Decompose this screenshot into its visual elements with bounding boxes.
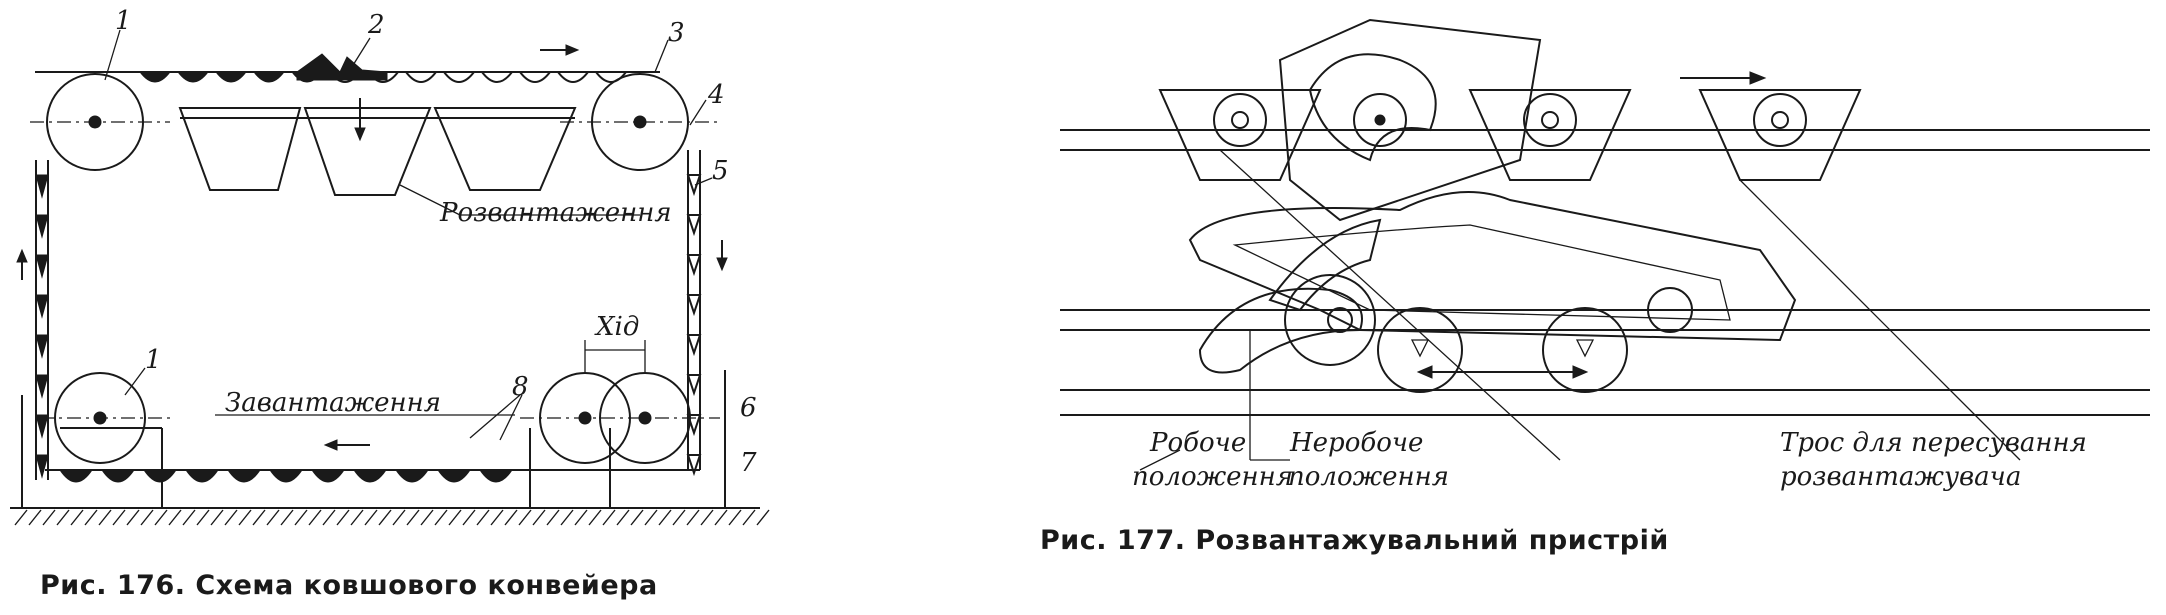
bucket <box>144 470 176 482</box>
ground-hatch <box>757 510 769 525</box>
bucket <box>178 72 208 82</box>
bucket <box>140 72 170 82</box>
ground-hatch <box>435 510 447 525</box>
bucket-conveyor-drawing <box>0 0 780 615</box>
bucket <box>688 295 700 313</box>
ground-hatch <box>309 510 321 525</box>
label-cable-1: Трос для пересування <box>1780 428 2087 458</box>
bucket <box>406 72 436 82</box>
bucket <box>396 470 428 482</box>
ground-hatch <box>267 510 279 525</box>
caption-figure-176: Рис. 176. Схема ковшового конвейера <box>40 570 658 601</box>
bucket-outline <box>1700 90 1860 180</box>
bucket <box>688 335 700 353</box>
ground-hatch <box>365 510 377 525</box>
ground-hatch <box>197 510 209 525</box>
bucket-roller <box>1214 94 1266 146</box>
ground-hatch <box>15 510 27 525</box>
tensioner-silhouette <box>292 52 392 92</box>
ground-hatch <box>57 510 69 525</box>
bucket <box>312 470 344 482</box>
ground-hatch <box>687 510 699 525</box>
bucket <box>444 72 474 82</box>
ground-hatch <box>155 510 167 525</box>
bucket <box>596 72 626 82</box>
bucket <box>520 72 550 82</box>
ground-hatch <box>113 510 125 525</box>
ground-hatch <box>645 510 657 525</box>
ground-hatch <box>603 510 615 525</box>
ground-hatch <box>127 510 139 525</box>
bucket-outline <box>1160 90 1320 180</box>
ground-hatch <box>225 510 237 525</box>
label-loading: Завантаження <box>225 388 442 418</box>
ground-hatch <box>561 510 573 525</box>
bucket <box>102 470 134 482</box>
bucket <box>354 470 386 482</box>
ground-hatch <box>729 510 741 525</box>
callout-4: 4 <box>708 80 725 110</box>
callout-1-bottom: 1 <box>145 345 162 375</box>
ground-hatch <box>463 510 475 525</box>
bucket-axle <box>1772 112 1788 128</box>
ground-hatch <box>477 510 489 525</box>
bucket <box>688 375 700 393</box>
ground-hatch <box>169 510 181 525</box>
bucket <box>36 455 48 477</box>
bucket <box>216 72 246 82</box>
callout-8: 8 <box>512 372 529 402</box>
bucket <box>228 470 260 482</box>
label-stroke: Хід <box>596 312 640 342</box>
bucket <box>36 295 48 317</box>
caption-figure-177: Рис. 177. Розвантажувальний пристрій <box>1040 525 1669 556</box>
ground-hatch <box>519 510 531 525</box>
bucket-axle <box>1232 112 1248 128</box>
bucket <box>270 470 302 482</box>
bucket <box>36 415 48 437</box>
ground-hatch <box>617 510 629 525</box>
ground-hatch <box>43 510 55 525</box>
bucket <box>36 375 48 397</box>
callout-3: 3 <box>668 18 685 48</box>
bucket-axle <box>1542 112 1558 128</box>
label-unloading: Розвантаження <box>440 198 672 228</box>
callout-2: 2 <box>368 10 385 40</box>
callout-7: 7 <box>740 448 757 478</box>
ground-hatch <box>379 510 391 525</box>
ground-hatch <box>141 510 153 525</box>
callout-1-top: 1 <box>115 6 132 36</box>
ground-hatch <box>407 510 419 525</box>
bucket <box>186 470 218 482</box>
ground-hatch <box>743 510 755 525</box>
bucket <box>688 215 700 233</box>
ground-hatch <box>253 510 265 525</box>
bucket <box>254 72 284 82</box>
ground-hatch <box>393 510 405 525</box>
bucket <box>36 175 48 197</box>
bucket <box>36 255 48 277</box>
ground-hatch <box>99 510 111 525</box>
bucket <box>36 215 48 237</box>
ground-hatch <box>281 510 293 525</box>
ground-hatch <box>85 510 97 525</box>
bucket <box>688 255 700 273</box>
ground-hatch <box>659 510 671 525</box>
bucket <box>438 470 470 482</box>
ground-hatch <box>631 510 643 525</box>
ground-hatch <box>673 510 685 525</box>
ground-hatch <box>183 510 195 525</box>
callout-6: 6 <box>740 393 757 423</box>
ground-hatch <box>701 510 713 525</box>
ground-hatch <box>239 510 251 525</box>
ground-hatch <box>715 510 727 525</box>
unloading-device-drawing <box>1040 0 2166 615</box>
label-working-position-1: Робоче <box>1150 428 1247 458</box>
ground-hatch <box>323 510 335 525</box>
bucket <box>60 470 92 482</box>
ground-hatch <box>589 510 601 525</box>
ground-hatch <box>491 510 503 525</box>
figure-176-bucket-conveyor <box>0 0 780 615</box>
ground-hatch <box>29 510 41 525</box>
ground-hatch <box>295 510 307 525</box>
bucket-roller <box>1524 94 1576 146</box>
label-working-position-2: положення <box>1132 462 1294 492</box>
label-cable-2: розвантажувача <box>1780 462 2022 492</box>
bucket-roller <box>1754 94 1806 146</box>
figure-177-unloading-device <box>1040 0 2166 615</box>
label-idle-position-2: положення <box>1288 462 1450 492</box>
ground-hatch <box>533 510 545 525</box>
bucket <box>36 335 48 357</box>
ground-hatch <box>449 510 461 525</box>
ground-hatch <box>351 510 363 525</box>
ground-hatch <box>505 510 517 525</box>
callout-5: 5 <box>712 156 729 186</box>
ground-hatch <box>575 510 587 525</box>
ground-hatch <box>421 510 433 525</box>
bucket <box>558 72 588 82</box>
ground-hatch <box>337 510 349 525</box>
ground-hatch <box>547 510 559 525</box>
ground-hatch <box>211 510 223 525</box>
bucket <box>480 470 512 482</box>
label-idle-position-1: Неробоче <box>1290 428 1424 458</box>
bucket <box>482 72 512 82</box>
bucket-outline <box>1470 90 1630 180</box>
ground-hatch <box>71 510 83 525</box>
